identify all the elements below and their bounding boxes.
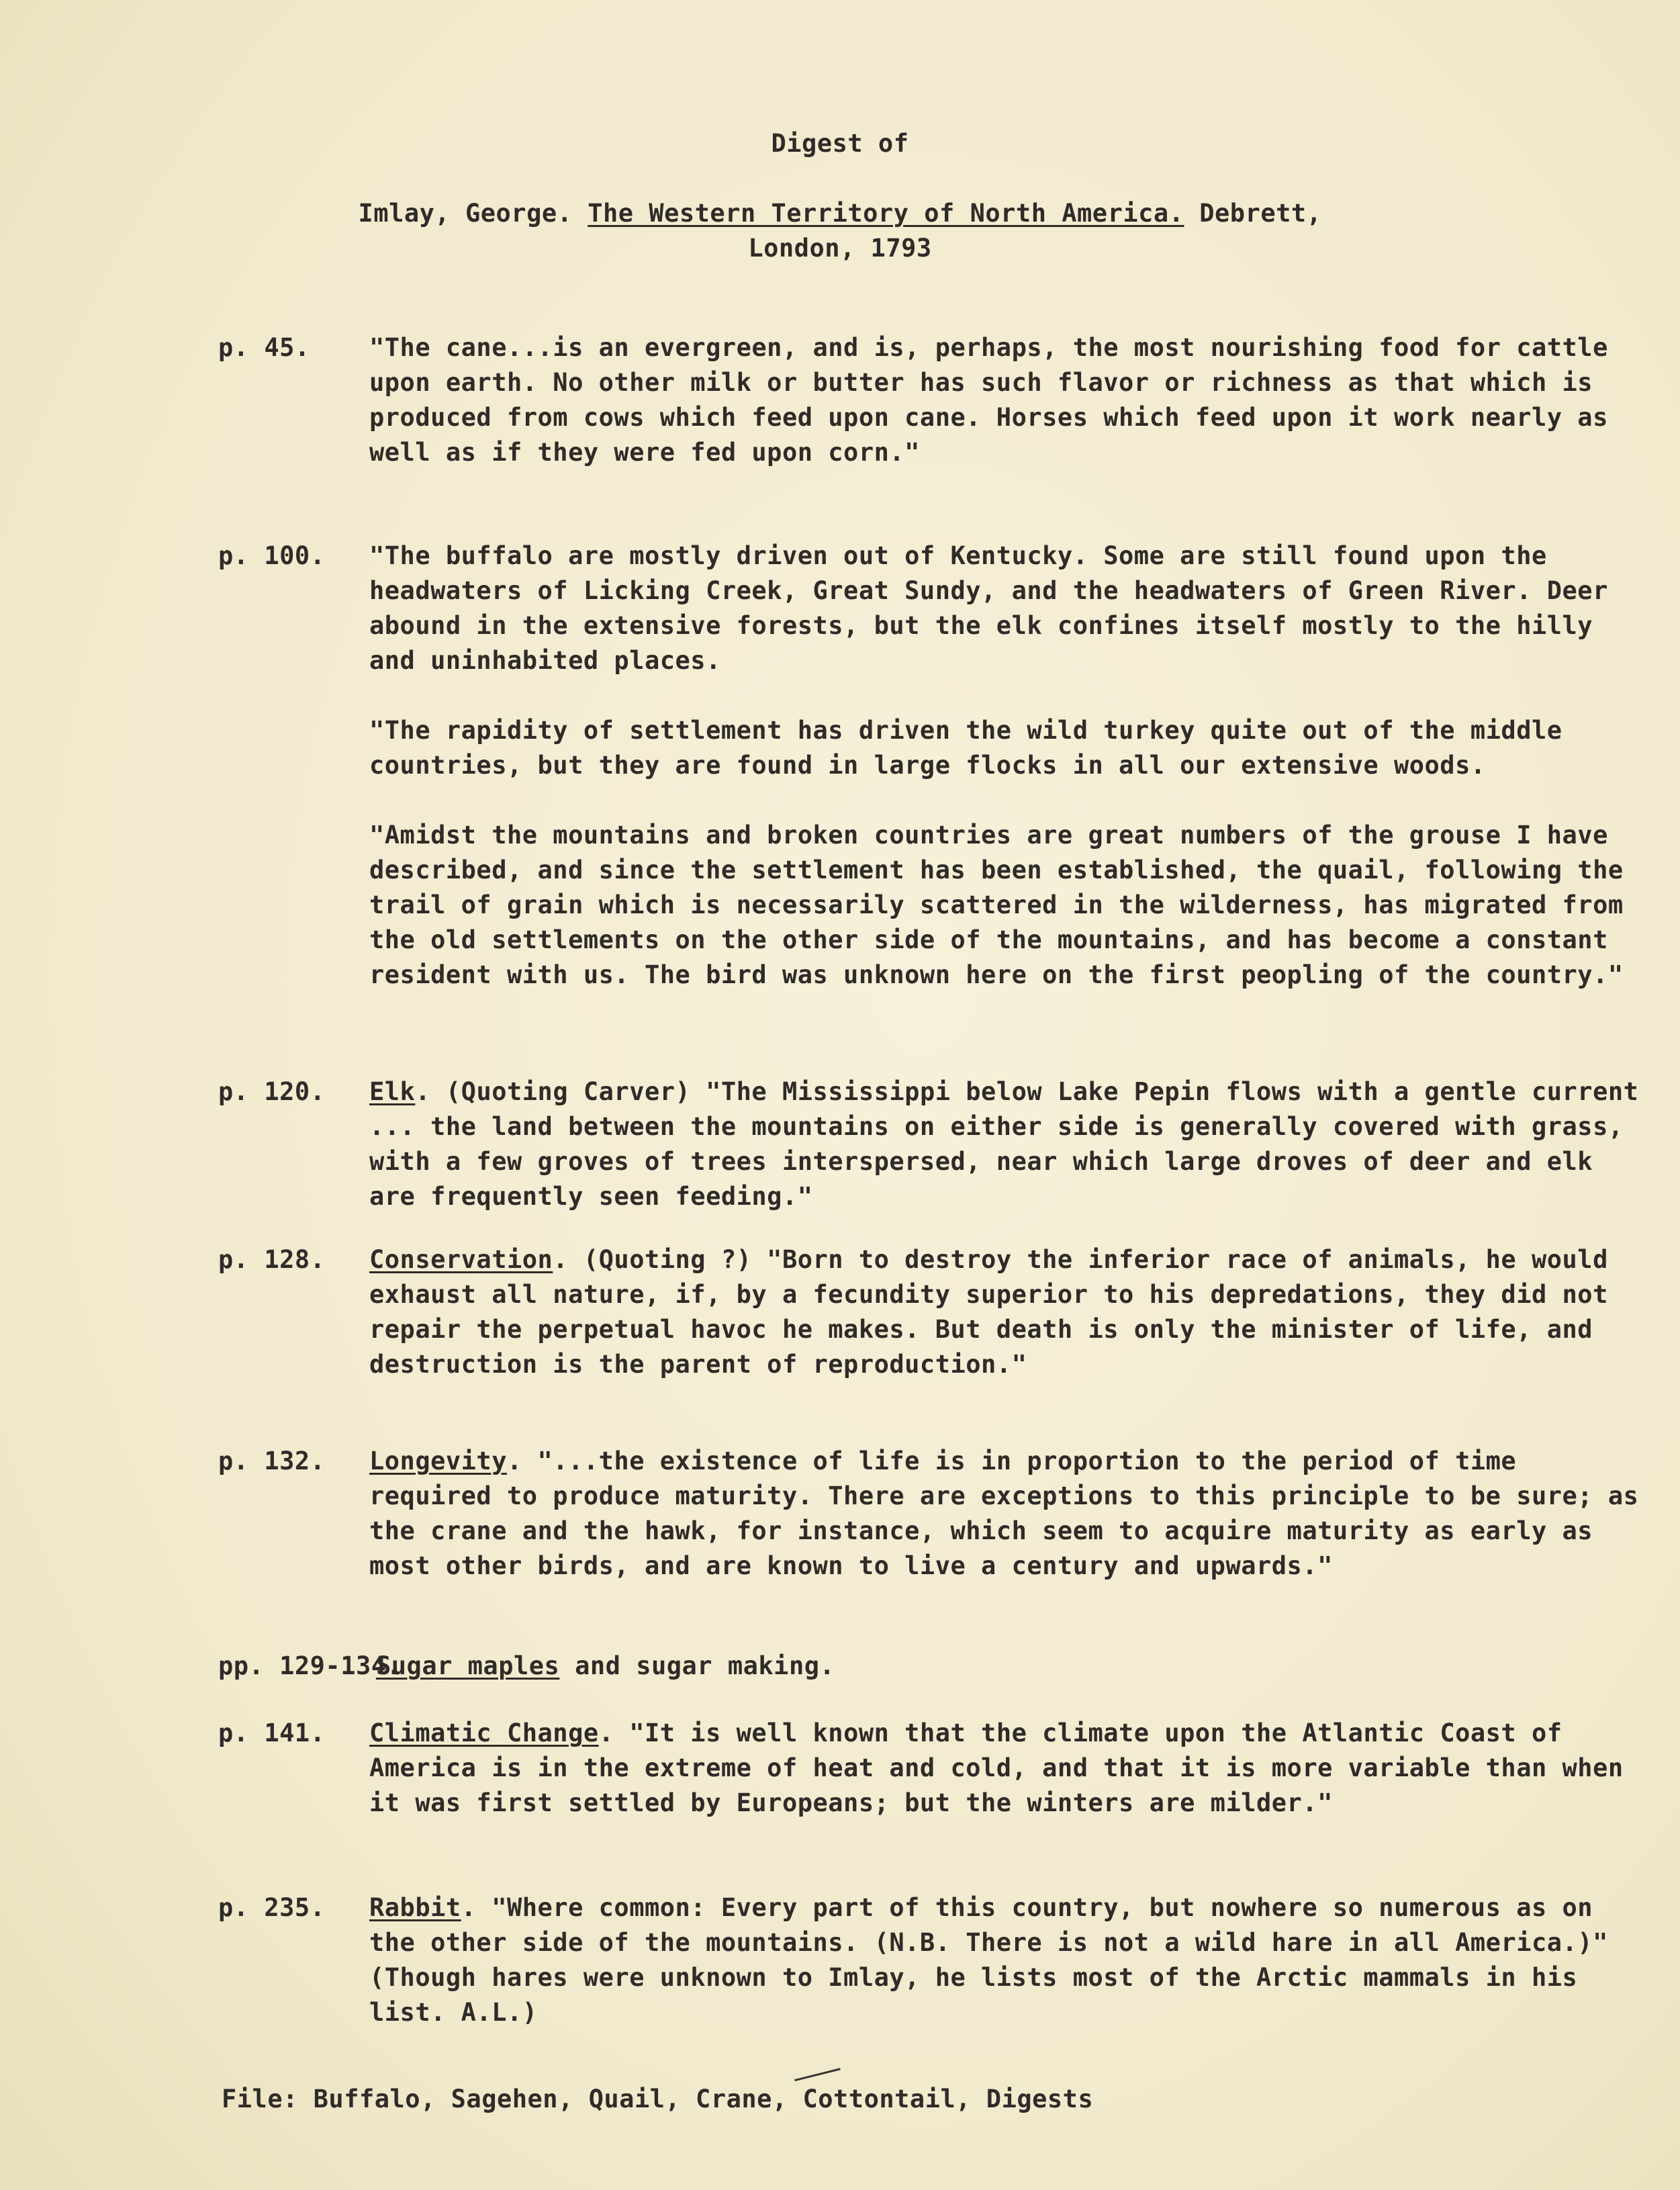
entry-paragraph-text: "It is well known that the climate upon the Atlantic Coast of America is in the extreme of heat and cold, and that it is more variable than when it was first settled by Europeans; but the winters are milder." (369, 1719, 1624, 1817)
citation-line (0, 196, 1680, 231)
entry-paragraph: "Amidst the mountains and broken countries are great numbers of the grouse I have described, and since the settlement has been established, the quail, following the trail of grain which is necessarily scattered in the wilderness, has migrated from the old settlements on the other side of the mountains, and has become a constant resident with us. The bird was unknown here on the first peopling of the country." (369, 821, 1624, 989)
entry-text (369, 330, 1645, 470)
entry-topic-suffix: . (506, 1447, 522, 1475)
entry-page-ref: p. 45. (218, 333, 310, 362)
entry-paragraph: "The rapidity of settlement has driven the wild turkey quite out of the middle countries, but they are found in large flocks in all our extensive woods. (369, 716, 1562, 780)
entry-page-ref: p. 141. (218, 1719, 326, 1747)
entry-paragraph (369, 1890, 1645, 2030)
entry-text (369, 1075, 1645, 1214)
entry-topic: Sugar maples (376, 1651, 560, 1680)
entry-page-ref: p. 132. (218, 1447, 326, 1475)
entry-page-ref: p. 128. (218, 1245, 326, 1274)
entry-topic: Rabbit (369, 1893, 461, 1922)
entry-paragraph (369, 1444, 1645, 1584)
entry-paragraph-text: (Quoting ?) "Born to destroy the inferior race of animals, he would exhaust all nature, if, by a fecundity superior to his depredations, they did not repair the perpetual havoc he makes. But death is only the minister of life, and destruction is the parent of reproduction." (369, 1245, 1608, 1379)
entry-text (376, 1649, 1652, 1684)
entry-topic-suffix: . (553, 1245, 569, 1274)
entry-page-ref: p. 120. (218, 1077, 326, 1106)
entry-paragraph: "The cane...is an evergreen, and is, perhaps, the most nourishing food for cattle upon earth. No other milk or butter has such flavor or richness as that which is produced from cows which feed upon cane. Horses which feed upon it work nearly as well as if they were fed upon corn." (369, 333, 1608, 467)
entry-paragraph-text: and sugar making. (575, 1651, 835, 1680)
citation-author: Imlay, George. (358, 199, 573, 228)
entry-paragraph-text: (Quoting Carver) "The Mississippi below Lake Pepin flows with a gentle current ... the land between the mountains on either side is generally covered with grass, with a few groves of trees interspersed, near which large droves of deer and elk are frequently seen feeding." (369, 1077, 1639, 1211)
entry-paragraph-text: "Where common: Every part of this country, but nowhere so numerous as on the other side of the mountains. (N.B. There is not a wild hare in all America.)" (Though hares were unknown to Imlay, he lists most of the Arctic mammals in his list. A.L.) (369, 1893, 1608, 2027)
entry-topic-suffix: . (598, 1719, 614, 1747)
entry-paragraph-text: "...the existence of life is in proportion to the period of time required to produce maturity. There are exceptions to this principle to be sure; as the crane and the hawk, for instance, which seem to acquire maturity as early as most other birds, and are known to live a century and upwards." (369, 1447, 1639, 1580)
citation-publisher: Debrett, (1199, 199, 1322, 228)
entry-text (369, 1716, 1645, 1821)
file-line: File: Buffalo, Sagehen, Quail, Crane, Cottontail, Digests (222, 2085, 1094, 2113)
entry-paragraph: "The buffalo are mostly driven out of Kentucky. Some are still found upon the headwaters of Licking Creek, Great Sundy, and the headwaters of Green River. Deer abound in the extensive forests, but the elk confines itself mostly to the hilly and uninhabited places. (369, 541, 1608, 675)
entry-topic: Elk (369, 1077, 416, 1106)
checkmark-icon (791, 2055, 840, 2081)
entry-text (369, 1444, 1645, 1584)
entry-paragraph (369, 1075, 1645, 1214)
entry-paragraph (369, 1716, 1645, 1821)
entry-page-ref: p. 235. (218, 1893, 326, 1922)
entry-page-ref: p. 100. (218, 541, 326, 570)
entry-topic: Climatic Change (369, 1719, 599, 1747)
digest-title: Digest of (771, 129, 909, 158)
entry-topic: Longevity (369, 1447, 507, 1475)
entry-topic-suffix: . (461, 1893, 477, 1922)
entry-topic-suffix: . (415, 1077, 431, 1106)
citation-work-title: The Western Territory of North America. (588, 199, 1184, 228)
entry-topic: Conservation (369, 1245, 553, 1274)
entry-paragraph (376, 1649, 1652, 1684)
entry-page-ref: pp. 129-134. (218, 1651, 402, 1680)
entry-text (369, 1242, 1645, 1382)
entry-paragraph (369, 1242, 1645, 1382)
entry-text (369, 1890, 1645, 2030)
citation-place-year: London, 1793 (748, 234, 932, 263)
entry-text (369, 539, 1645, 993)
